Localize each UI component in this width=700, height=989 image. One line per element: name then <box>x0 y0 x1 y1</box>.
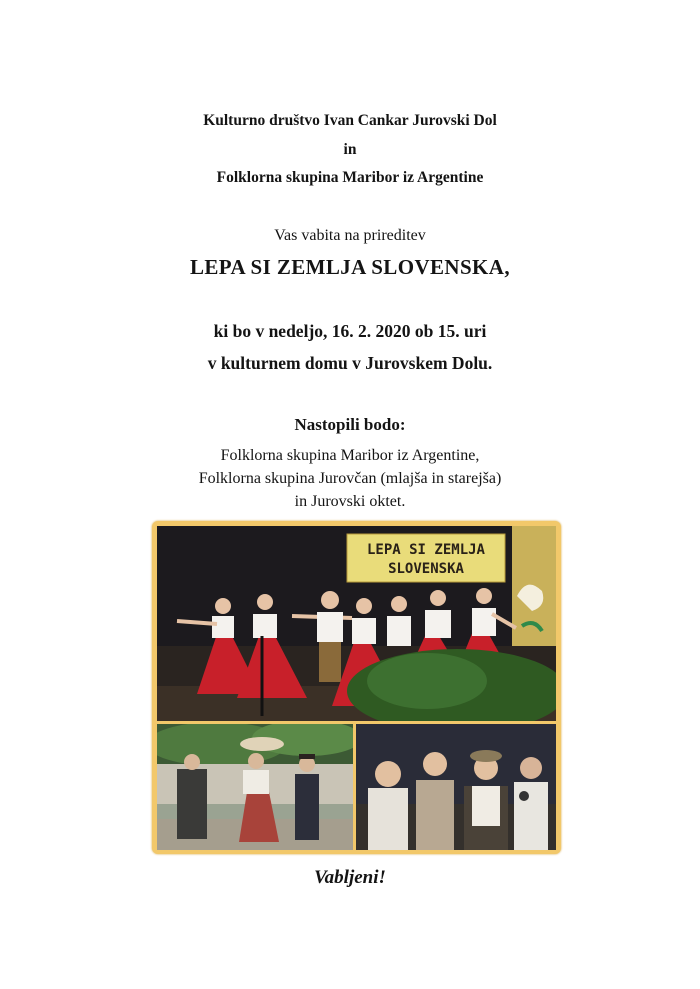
closing-invitation: Vabljeni! <box>314 867 386 888</box>
photo-outdoor-dance <box>157 724 353 850</box>
photo-singers <box>356 724 556 850</box>
event-venue: v kulturnem domu v Jurovskem Dolu. <box>207 353 493 373</box>
photo-stage-dance <box>157 526 556 721</box>
performer-3: in Jurovski oktet. <box>294 493 406 510</box>
banner-line-2: SLOVENSKA <box>388 561 464 577</box>
stage-banner <box>347 534 505 582</box>
organizer-2: Folklorna skupina Maribor iz Argentine <box>216 169 484 186</box>
event-title: LEPA SI ZEMLJA SLOVENSKA, <box>189 255 511 279</box>
performers-heading: Nastopili bodo: <box>294 415 406 434</box>
performer-2: Folklorna skupina Jurovčan (mlajša in starejša) <box>198 470 502 487</box>
performer-1: Folklorna skupina Maribor iz Argentine, <box>220 447 480 464</box>
organizer-1: Kulturno društvo Ivan Cankar Jurovski Dol <box>203 112 497 129</box>
invite-line: Vas vabita na prireditev <box>274 227 426 244</box>
banner-line-1: LEPA SI ZEMLJA <box>366 542 486 558</box>
photo-collage <box>152 521 561 854</box>
event-date-time: ki bo v nedeljo, 16. 2. 2020 ob 15. uri <box>213 321 487 341</box>
organizer-conjunction: in <box>343 141 357 158</box>
